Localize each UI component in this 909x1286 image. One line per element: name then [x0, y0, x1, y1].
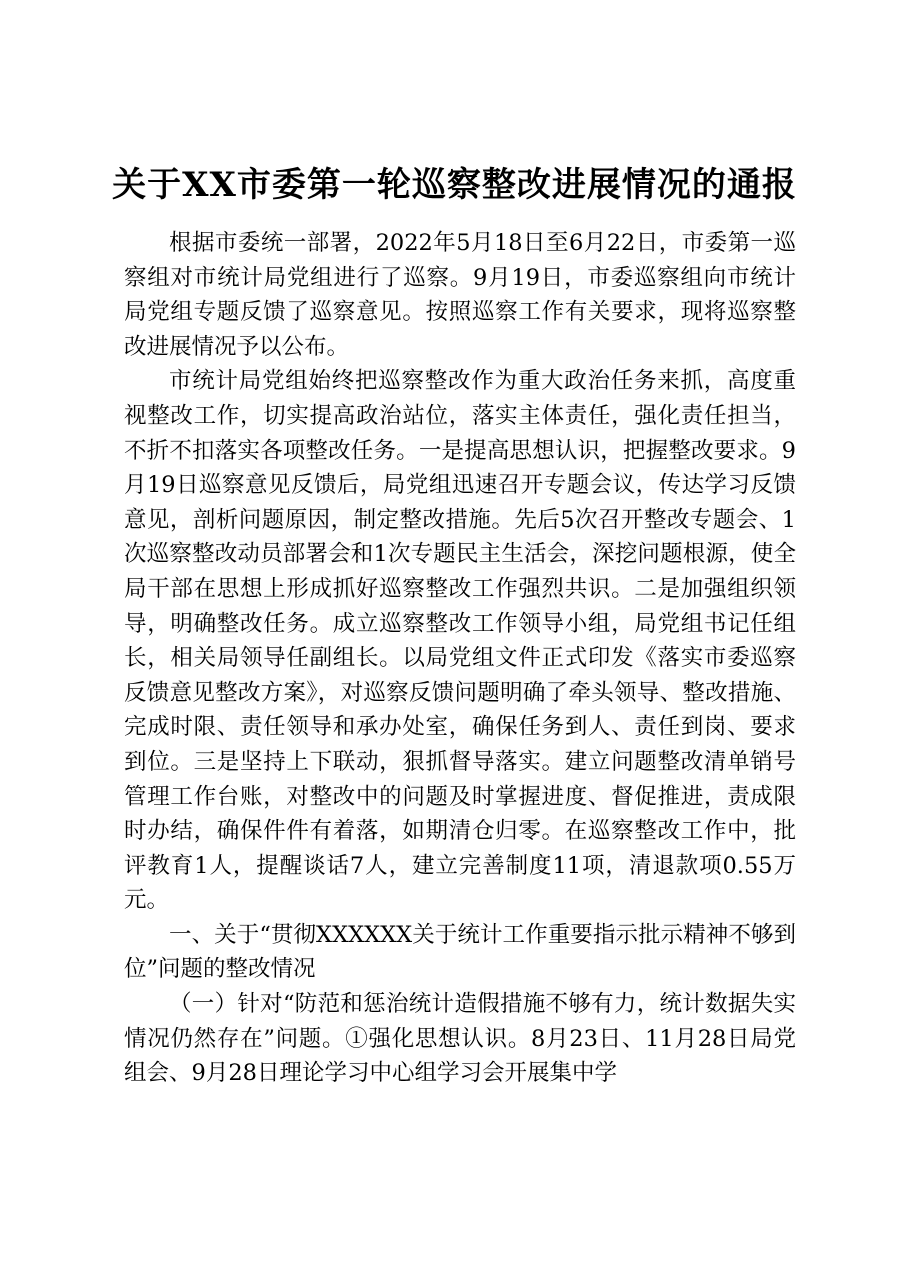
document-title: 关于XX市委第一轮巡察整改进展情况的通报: [112, 165, 797, 205]
section-heading-1: 一、关于“贯彻XXXXXX关于统计工作重要指示批示精神不够到位”问题的整改情况: [124, 921, 796, 983]
paragraph-intro: 根据市委统一部署，2022年5月18日至6月22日，市委第一巡察组对市统计局党组进行了巡察。9月19日，市委巡察组向市统计局党组专题反馈了巡察意见。按照巡察工作有关要求，现将巡察整改进展情况予以公布。: [124, 230, 796, 360]
paragraph-item-1: （一）针对“防范和惩治统计造假措施不够有力，统计数据失实情况仍然存在”问题。①强化思想认识。8月23日、11月28日局党组会、9月28日理论学习中心组学习会开展集中学: [124, 991, 796, 1087]
paragraph-overview: 市统计局党组始终把巡察整改作为重大政治任务来抓，高度重视整改工作，切实提高政治站位，落实主体责任，强化责任担当，不折不扣落实各项整改任务。一是提高思想认识，把握整改要求。9月19日巡察意见反馈后，局党组迅速召开专题会议，传达学习反馈意见，剖析问题原因，制定整改措施。先后5次召开整改专题会、1次巡察整改动员部署会和1次专题民主生活会，深挖问题根源，使全局干部在思想上形成抓好巡察整改工作强烈共识。二是加强组织领导，明确整改任务。成立巡察整改工作领导小组，局党组书记任组长，相关局领导任副组长。以局党组文件正式印发《落实市委巡察反馈意见整改方案》，对巡察反馈问题明确了牵头领导、整改措施、完成时限、责任领导和承办处室，确保任务到人、责任到岗、要求到位。三是坚持上下联动，狠抓督导落实。建立问题整改清单销号管理工作台账，对整改中的问题及时掌握进度、督促推进，责成限时办结，确保件件有着落，如期清仓归零。在巡察整改工作中，批评教育1人，提醒谈话7人，建立完善制度11项，清退款项0.55万元。: [124, 368, 796, 914]
document-body: [124, 226, 796, 1091]
